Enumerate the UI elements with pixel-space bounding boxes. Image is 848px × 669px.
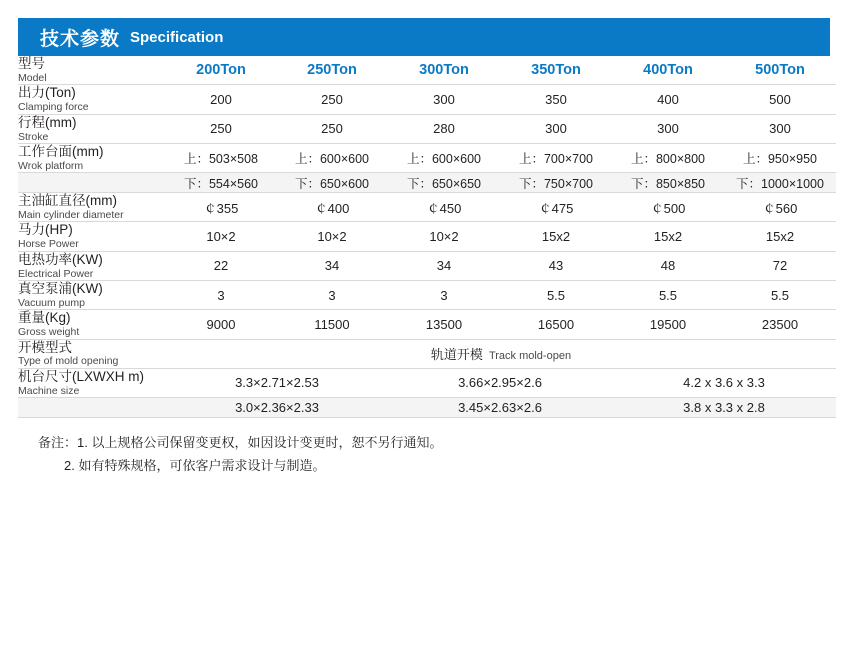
- cell-value: 9000: [166, 310, 276, 339]
- cell-value-machine-size: 3.3×2.71×2.53: [166, 368, 388, 397]
- row-label-horse-power: [18, 222, 166, 251]
- table-row: [18, 85, 836, 114]
- table-row: [18, 222, 836, 251]
- cell-value: 280: [388, 114, 500, 143]
- cell-value-upper: 上：700×700: [500, 143, 612, 172]
- table-row-mold-opening: [18, 339, 836, 368]
- cell-value: 16500: [500, 310, 612, 339]
- cell-value: 15x2: [500, 222, 612, 251]
- cell-value-machine-size: 3.8 x 3.3 x 2.8: [612, 398, 836, 418]
- cell-value-machine-size: 4.2 x 3.6 x 3.3: [612, 368, 836, 397]
- model-header-cell: 500Ton: [724, 56, 836, 85]
- cell-value: 350: [500, 85, 612, 114]
- cell-value-lower: 下：650×650: [388, 173, 500, 193]
- cell-value-machine-size: 3.66×2.95×2.6: [388, 368, 612, 397]
- specification-table: [18, 56, 836, 418]
- cell-value: 5.5: [724, 280, 836, 309]
- cell-value: 250: [276, 114, 388, 143]
- note-line-2: [38, 455, 830, 478]
- row-label-work-platform-lower: [18, 173, 166, 193]
- cell-value: ￠400: [276, 193, 388, 222]
- cell-value: 3: [276, 280, 388, 309]
- model-header-cell: 350Ton: [500, 56, 612, 85]
- cell-value: 300: [388, 85, 500, 114]
- row-label-stroke: [18, 114, 166, 143]
- header-bar: [18, 18, 830, 56]
- cell-value: 300: [500, 114, 612, 143]
- cell-value: 15x2: [612, 222, 724, 251]
- row-label-cn: 电热功率(KW): [18, 251, 103, 267]
- table-row: [18, 173, 836, 193]
- row-label-model: [18, 56, 166, 85]
- row-label-cn: 机台尺寸(LXWXH m): [18, 368, 144, 384]
- cell-value-upper: 上：600×600: [276, 143, 388, 172]
- cell-value-upper: 上：503×508: [166, 143, 276, 172]
- row-label-main-cylinder: [18, 193, 166, 222]
- cell-value: ￠475: [500, 193, 612, 222]
- row-label-cn: 重量(Kg): [18, 310, 71, 326]
- cell-value: 3: [388, 280, 500, 309]
- cell-value-machine-size: 3.45×2.63×2.6: [388, 398, 612, 418]
- cell-value-upper: 上：600×600: [388, 143, 500, 172]
- cell-value: 11500: [276, 310, 388, 339]
- table-row: [18, 193, 836, 222]
- row-label-machine-size: [18, 368, 166, 397]
- mold-opening-value-cn: 轨道开模: [430, 347, 483, 363]
- cell-value: ￠450: [388, 193, 500, 222]
- row-label-electrical-power: [18, 251, 166, 280]
- row-label-vacuum-pump: [18, 280, 166, 309]
- row-label-cn: 行程(mm): [18, 114, 77, 130]
- cell-value: 5.5: [612, 280, 724, 309]
- row-label-work-platform: [18, 143, 166, 172]
- cell-value: 15x2: [724, 222, 836, 251]
- row-label-en: Main cylinder diameter: [18, 208, 124, 221]
- cell-value: 34: [388, 251, 500, 280]
- row-label-machine-size-secondary: [18, 398, 166, 418]
- cell-value-lower: 下：750×700: [500, 173, 612, 193]
- cell-value-upper: 上：950×950: [724, 143, 836, 172]
- table-row: [18, 143, 836, 172]
- model-header-cell: 200Ton: [166, 56, 276, 85]
- cell-value: 22: [166, 251, 276, 280]
- model-header-cell: 300Ton: [388, 56, 500, 85]
- cell-value: 5.5: [500, 280, 612, 309]
- row-label-en: Horse Power: [18, 238, 79, 251]
- cell-value: 13500: [388, 310, 500, 339]
- row-label-gross-weight: [18, 310, 166, 339]
- row-label-cn: 出力(Ton): [18, 85, 76, 101]
- mold-opening-value: [166, 339, 836, 368]
- row-label-en: Gross weight: [18, 326, 80, 339]
- row-label-cn: 型号: [18, 56, 45, 71]
- cell-value: 72: [724, 251, 836, 280]
- cell-value: 500: [724, 85, 836, 114]
- cell-value-lower: 下：554×560: [166, 173, 276, 193]
- cell-value: 250: [166, 114, 276, 143]
- row-label-cn: 真空泵浦(KW): [18, 280, 103, 296]
- mold-opening-value-en: Track mold-open: [488, 350, 572, 363]
- row-label-clamping-force: [18, 85, 166, 114]
- cell-value: 48: [612, 251, 724, 280]
- model-header-cell: 250Ton: [276, 56, 388, 85]
- row-label-en: Type of mold opening: [18, 355, 119, 368]
- cell-value-machine-size: 3.0×2.36×2.33: [166, 398, 388, 418]
- note-text-1: 1. 以上规格公司保留变更权，如因设计变更时，恕不另行通知。: [77, 435, 443, 451]
- cell-value: ￠355: [166, 193, 276, 222]
- row-label-en: Stroke: [18, 130, 49, 143]
- cell-value: 300: [612, 114, 724, 143]
- cell-value: 34: [276, 251, 388, 280]
- cell-value-upper: 上：800×800: [612, 143, 724, 172]
- table-row: [18, 310, 836, 339]
- cell-value: 300: [724, 114, 836, 143]
- cell-value: 43: [500, 251, 612, 280]
- table-row: [18, 114, 836, 143]
- row-label-cn: 主油缸直径(mm): [18, 193, 117, 209]
- table-row-model-header: [18, 56, 836, 85]
- row-label-mold-opening: [18, 339, 166, 368]
- cell-value-lower: 下：850×850: [612, 173, 724, 193]
- cell-value: 200: [166, 85, 276, 114]
- cell-value-lower: 下：650×600: [276, 173, 388, 193]
- cell-value: 10×2: [276, 222, 388, 251]
- row-label-en: Wrok platform: [18, 159, 84, 172]
- note-line-1: [38, 432, 830, 455]
- cell-value-lower: 下：1000×1000: [724, 173, 836, 193]
- row-label-cn: 工作台面(mm): [18, 143, 104, 159]
- cell-value: 3: [166, 280, 276, 309]
- table-row-machine-size: [18, 368, 836, 397]
- row-label-en: Model: [18, 71, 47, 84]
- model-header-cell: 400Ton: [612, 56, 724, 85]
- cell-value: 23500: [724, 310, 836, 339]
- note-text-2: 2. 如有特殊规格，可依客户需求设计与制造。: [64, 457, 326, 473]
- table-row: [18, 251, 836, 280]
- header-title-cn: 技术参数: [40, 28, 121, 50]
- cell-value: 400: [612, 85, 724, 114]
- table-row-machine-size-secondary: [18, 398, 836, 418]
- cell-value: ￠500: [612, 193, 724, 222]
- table-row: [18, 280, 836, 309]
- cell-value: 250: [276, 85, 388, 114]
- row-label-cn: 开模型式: [18, 339, 72, 355]
- row-label-cn: 马力(HP): [18, 222, 73, 238]
- row-label-en: Electrical Power: [18, 267, 94, 280]
- header-title-en: Specification: [130, 28, 224, 46]
- cell-value: 10×2: [166, 222, 276, 251]
- row-label-en: Machine size: [18, 384, 80, 397]
- notes: [18, 432, 830, 478]
- cell-value: 10×2: [388, 222, 500, 251]
- row-label-en: Clamping force: [18, 101, 89, 114]
- notes-prefix: 备注：: [38, 435, 78, 451]
- row-label-en: Vacuum pump: [18, 296, 85, 309]
- cell-value: ￠560: [724, 193, 836, 222]
- cell-value: 19500: [612, 310, 724, 339]
